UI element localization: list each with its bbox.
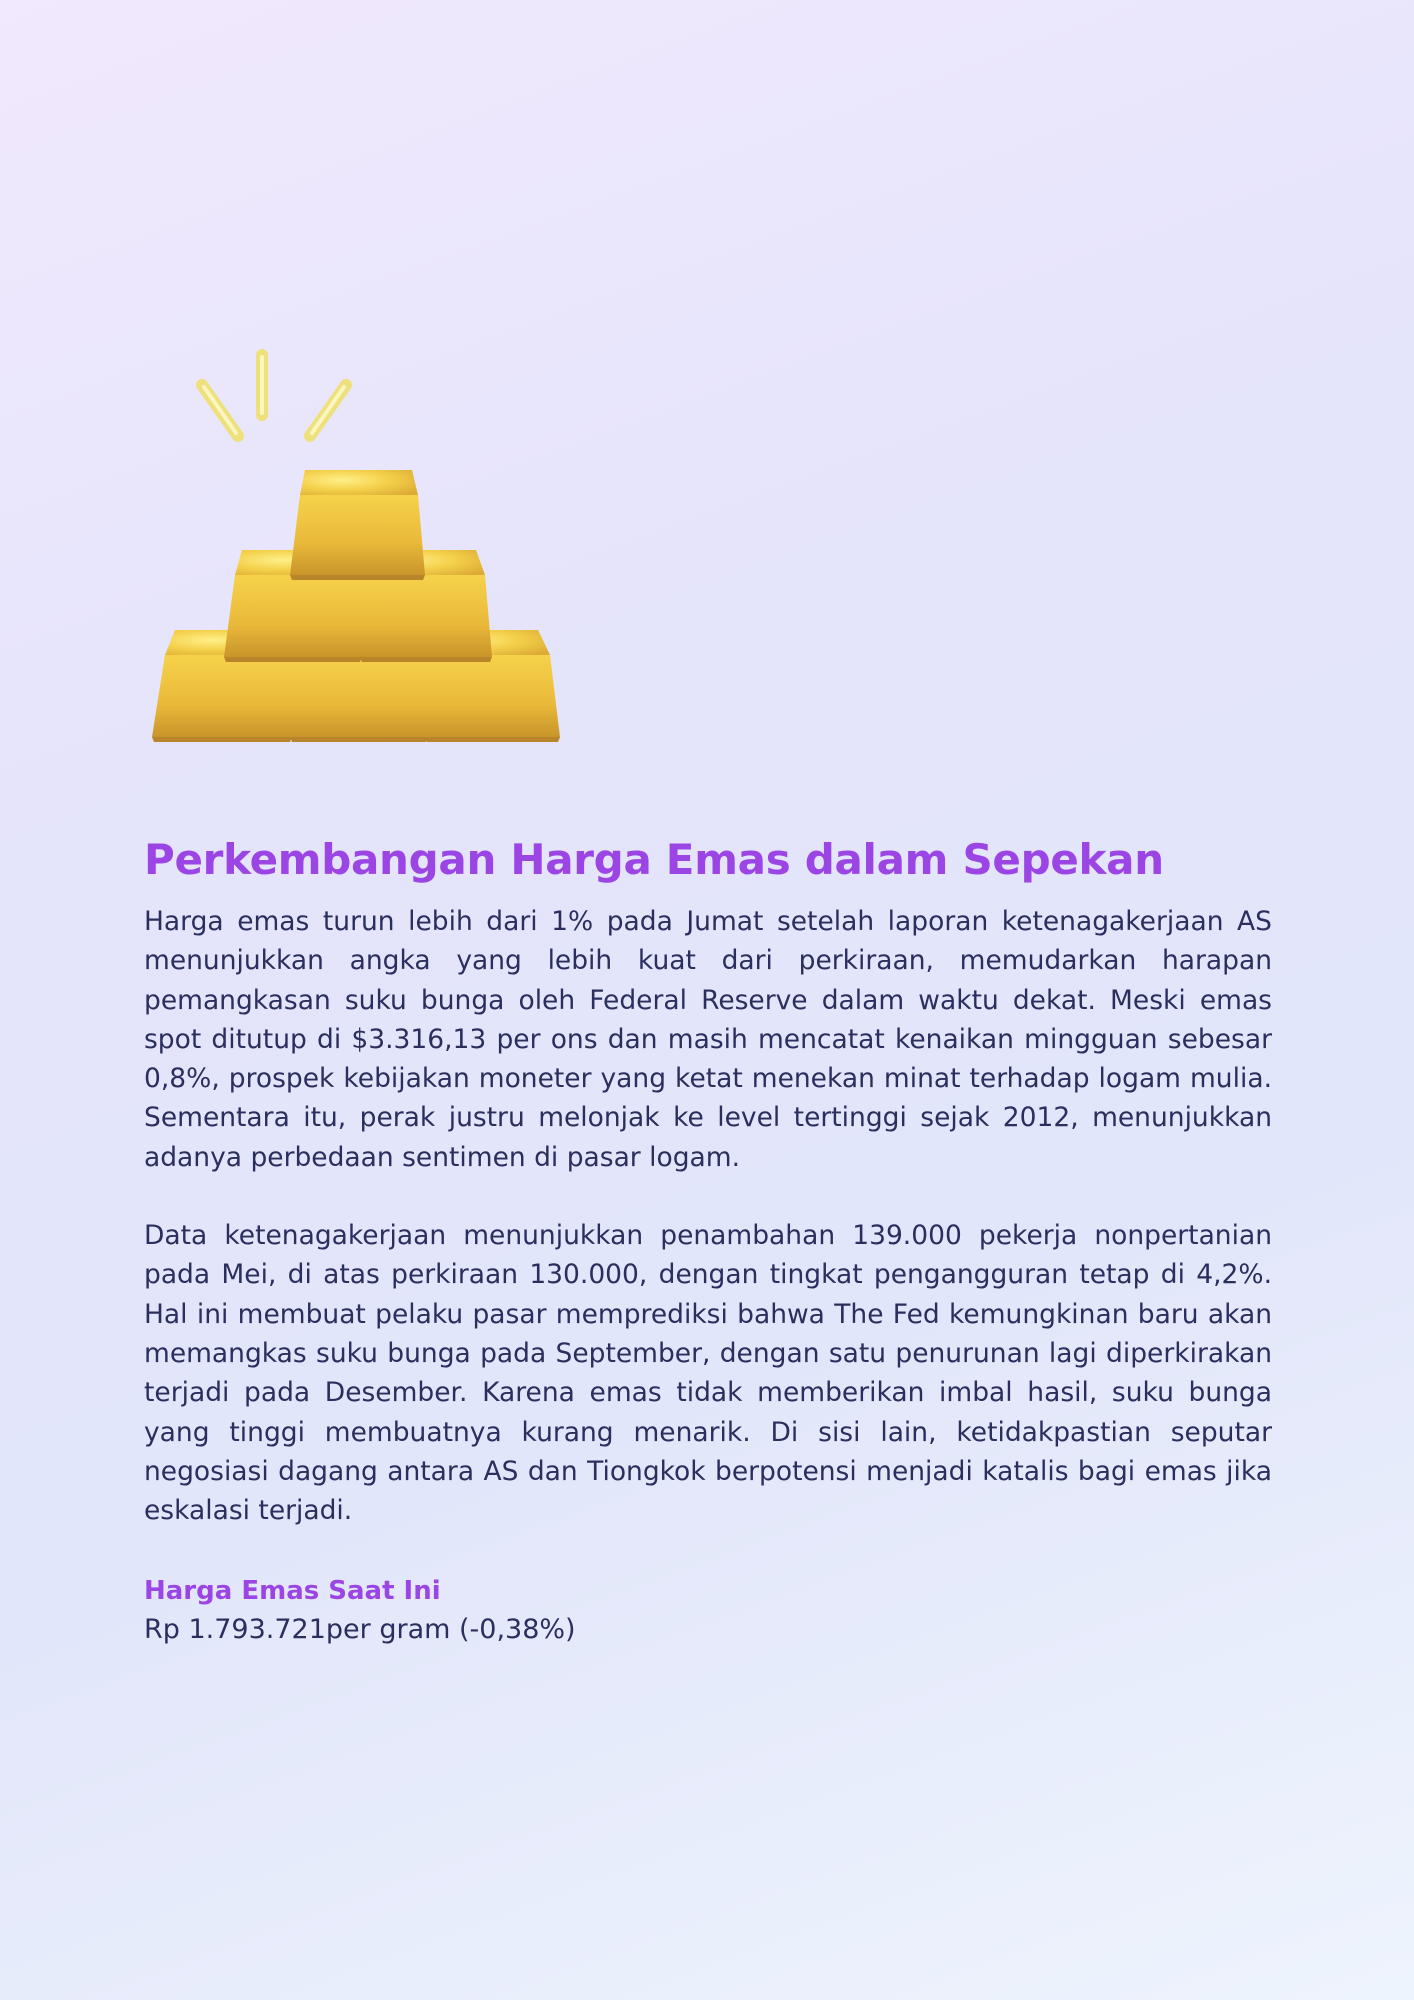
article-paragraph: Harga emas turun lebih dari 1% pada Jumat setelah laporan ketenagakerjaan AS menunjukkan angka yang lebih kuat dari perkiraan, memudarkan harapan pemangkasan suku bunga oleh Federal Reserve dalam waktu dekat. Meski emas spot ditutup di $3.316,13 per ons dan masih mencatat kenaikan mingguan sebesar 0,8%, prospek kebijakan moneter yang ketat menekan minat terhadap logam mulia. Sementara itu, perak justru melonjak ke level tertinggi sejak 2012, menunjukkan adanya perbedaan sentimen di pasar logam. [144, 906, 1272, 1173]
price-label: Harga Emas Saat Ini [144, 1576, 441, 1607]
price-value: Rp 1.793.721per gram (-0,38%) [144, 1614, 576, 1646]
article-paragraph: Data ketenagakerjaan menunjukkan penambahan 139.000 pekerja nonpertanian pada Mei, di atas perkiraan 130.000, dengan tingkat pengangguran tetap di 4,2%. Hal ini membuat pelaku pasar memprediksi bahwa The Fed kemungkinan baru akan memangkas suku bunga pada September, dengan satu penurunan lagi diperkirakan terjadi pada Desember. Karena emas tidak memberikan imbal hasil, suku bunga yang tinggi membuatnya kurang menarik. Di sisi lain, ketidakpastian seputar negosiasi dagang antara AS dan Tiongkok berpotensi menjadi katalis bagi emas jika eskalasi terjadi. [144, 1220, 1272, 1527]
article-title: Perkembangan Harga Emas dalam Sepekan [144, 835, 1164, 884]
gold-bar [290, 470, 425, 580]
article [144, 832, 1272, 1650]
gold-bars-icon [140, 335, 580, 755]
gold-bars-illustration [140, 335, 580, 755]
